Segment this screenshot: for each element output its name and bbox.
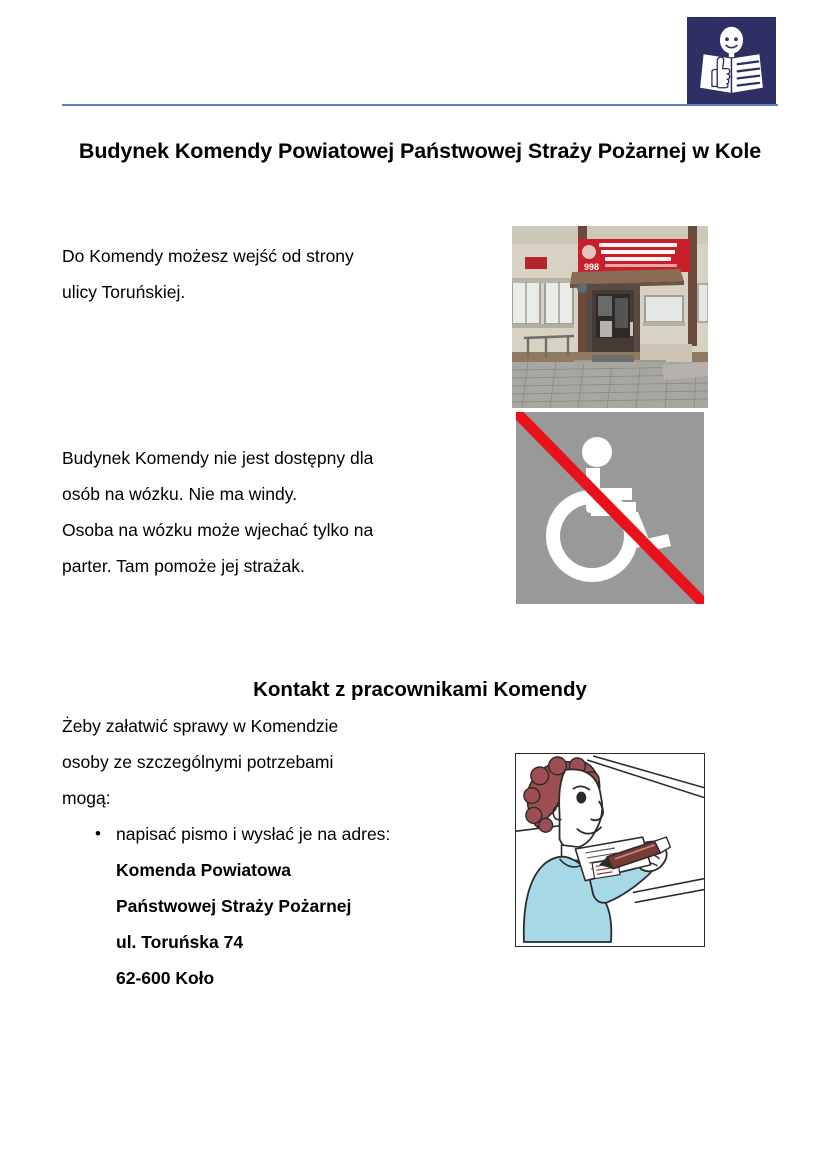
paragraph-contact-line-2: osoby ze szczególnymi potrzebami [62, 752, 334, 772]
address-line-organization: Komenda Powiatowa [116, 860, 292, 880]
paragraph-contact-intro [62, 708, 482, 816]
address-line-street: ul. Toruńska 74 [116, 932, 244, 952]
section-title-contact: Kontakt z pracownikami Komendy [253, 678, 587, 701]
paragraph-accessibility-line-1: Budynek Komendy nie jest dostępny dla [62, 448, 374, 468]
paragraph-entrance-line-2: ulicy Toruńskiej. [62, 282, 186, 302]
no-wheelchair-access-icon [516, 412, 704, 604]
list-item-label: napisać pismo i wysłać je na adres: [116, 824, 391, 844]
easy-to-read-logo [687, 17, 776, 106]
paragraph-contact-line-3: mogą: [62, 788, 111, 808]
page-title: Budynek Komendy Powiatowej Państwowej Straży Pożarnej w Kole [78, 139, 762, 164]
address-line-city: 62-600 Koło [116, 968, 215, 988]
paragraph-accessibility [62, 440, 482, 584]
building-entrance-photo [512, 226, 708, 408]
address-line-organization-2: Państwowej Straży Pożarnej [116, 896, 352, 916]
paragraph-contact-line-1: Żeby załatwić sprawy w Komendzie [62, 716, 339, 736]
paragraph-accessibility-line-2: osób na wózku. Nie ma windy. [62, 484, 298, 504]
header-divider [62, 104, 778, 106]
paragraph-accessibility-line-4: parter. Tam pomoże jej strażak. [62, 556, 305, 576]
paragraph-accessibility-line-3: Osoba na wózku może wjechać tylko na [62, 520, 374, 540]
paragraph-entrance [62, 238, 482, 310]
list-item [62, 816, 492, 996]
contact-options-list [62, 816, 492, 996]
paragraph-entrance-line-1: Do Komendy możesz wejść od strony [62, 246, 354, 266]
person-writing-letter-illustration [515, 753, 705, 947]
svg-text:998: 998 [584, 262, 600, 272]
